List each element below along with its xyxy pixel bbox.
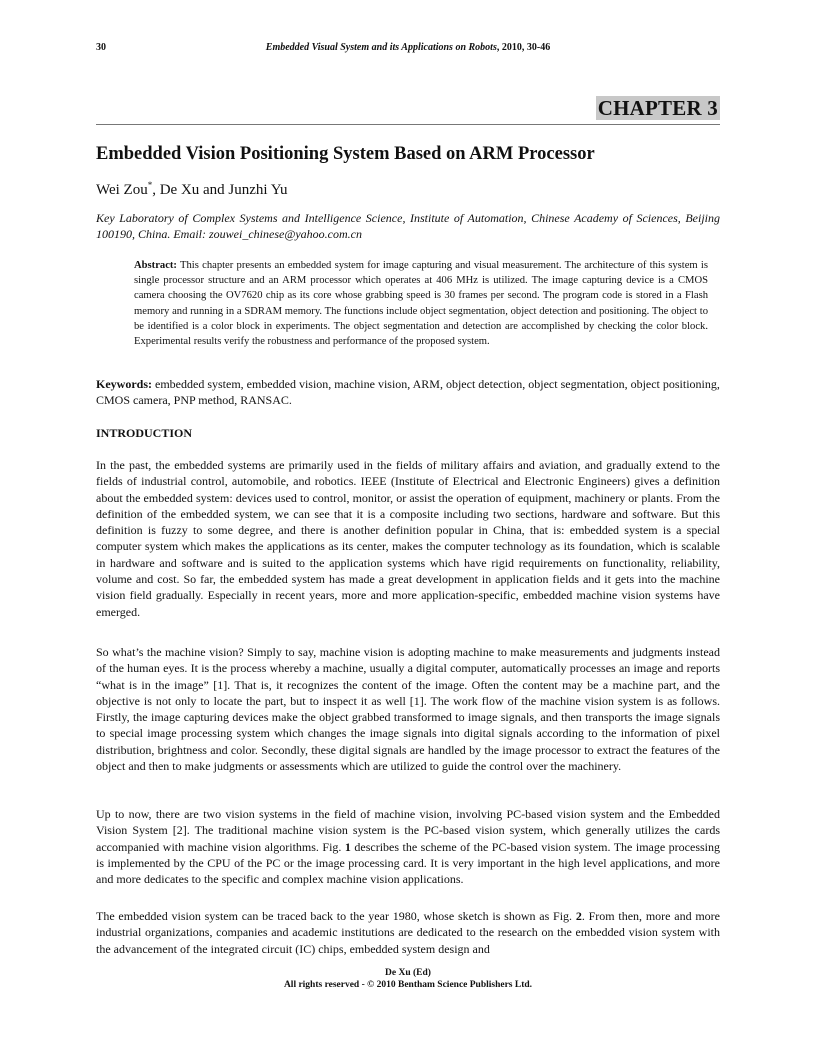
body-paragraph: In the past, the embedded systems are primarily used in the fields of military affairs and aviation, and gradually extend to the fields of industrial control, automobile, and robotics. IEEE (Institute of Electrical and Electronic Engineers) gives a definition about the embedded system: devices used to control, monitor, or assist the operation of equipment, machinery or plants. From the definition of the embedded system, we can see that it is a composite including two sections, hardware and software. But this definition is fuzzy to some degree, and there is another definition popular in China, that is: embedded system is a special computer system which makes the applications as its center, makes the computer technology as its foundation, which is scalable in hardware and software and is suited to the application systems which have rigid requirements on functionality, reliability, volume and cost. So far, the embedded system has made a great development in application fields and it gets into the machine vision field gradually. Especially in recent years, more and more application-specific, embedded machine vision systems have emerged. (96, 458, 720, 619)
paper-title: Embedded Vision Positioning System Based on ARM Processor (96, 144, 595, 164)
other-authors: , De Xu and Junzhi Yu (152, 182, 288, 198)
abstract-text: This chapter presents an embedded system for image capturing and visual measurement. The architecture of this system is single processor structure and an ARM processor which operates at 406 MHz is utilized. The image capturing device is a CMOS camera choosing the OV7620 chip as its core whose grabbing speed is 30 frames per second. The program code is stored in a Flash memory and running in a SDRAM memory. The functions include object segmentation, object detection and positioning. The object to be identified is a color block in experiments. The object segmentation and detection are accomplished by checking the color block. Experimental results verify the robustness and performance of the proposed system. (134, 260, 708, 348)
page-number: 30 (96, 42, 106, 53)
paragraph-text: Up to now, there are two vision systems in the field of machine vision, involving PC-based vision system and the Embedded Vision System [2]. The traditional machine vision system is the PC-based vision system, which generally utilizes the cards accompanied with machine vision algorithms. Fig. (96, 807, 720, 854)
journal-citation (96, 42, 720, 54)
footer-editor: De Xu (Ed) (385, 968, 431, 978)
figure-ref-1[interactable]: 1 (344, 839, 351, 854)
affiliation: Key Laboratory of Complex Systems and Intelligence Science, Institute of Automation, Chinese Academy of Sciences, Beijing 100190, China. Email: zouwei_chinese@yahoo.com.cn (96, 211, 720, 241)
author-list (96, 176, 720, 199)
abstract-label: Abstract: (134, 260, 177, 271)
body-paragraph (96, 806, 720, 887)
body-paragraph (96, 908, 720, 957)
figure-ref-2[interactable]: 2 (575, 909, 582, 923)
paragraph-text: The embedded vision system can be traced back to the year 1980, whose sketch is shown as Fig. (96, 909, 576, 923)
paragraph-text: describes the scheme of the PC-based vision system. The image processing is implemented by the CPU of the PC or the image processing card. It is very important in the high level applications, and more and more dedicates to the specific and complex machine vision applications. (96, 839, 721, 887)
paragraph-text: . From then, more and more industrial organizations, companies and academic institutions are dedicated to the research on the embedded vision system with the advancement of the integrated circuit (IC) chips, embedded system design and (96, 909, 720, 956)
journal-year-pages: , 2010, 30-46 (496, 42, 551, 53)
first-author: Wei Zou (96, 182, 148, 198)
chapter-label: CHAPTER 3 (597, 96, 718, 120)
keywords-label: Keywords: (96, 377, 152, 391)
corresponding-author-mark: * (147, 180, 153, 190)
chapter-banner (96, 96, 720, 125)
abstract (134, 258, 708, 349)
section-heading-introduction: INTRODUCTION (96, 426, 193, 440)
keywords (96, 376, 720, 408)
body-paragraph: So what’s the machine vision? Simply to say, machine vision is adopting machine to make measurements and judgments instead of the human eyes. It is the process whereby a machine, usually a digital computer, automatically processes an image and reports “what is in the image” [1]. That is, it recognizes the content of the image. Often the content may be a machine part, and the objective is not only to locate the part, but to inspect it as well [1]. The work flow of the machine vision system is as follows. Firstly, the image capturing devices make the object grabbed transformed to image signals, and then transports the image signals to special image processing system which changes the image signals into digital signals according to the information of pixel distribution, brightness and color. Secondly, these digital signals are handled by the image processor to extract the features of the object and then to make judgments or assessments which are utilized to guide the control over the machinery. (96, 645, 720, 774)
journal-title: Embedded Visual System and its Applications on Robots (265, 42, 497, 53)
keywords-text: embedded system, embedded vision, machine vision, ARM, object detection, object segmentation, object positioning, CMOS camera, PNP method, RANSAC. (96, 377, 720, 407)
footer-copyright: All rights reserved - © 2010 Bentham Science Publishers Ltd. (283, 980, 533, 990)
page-footer (96, 967, 720, 991)
